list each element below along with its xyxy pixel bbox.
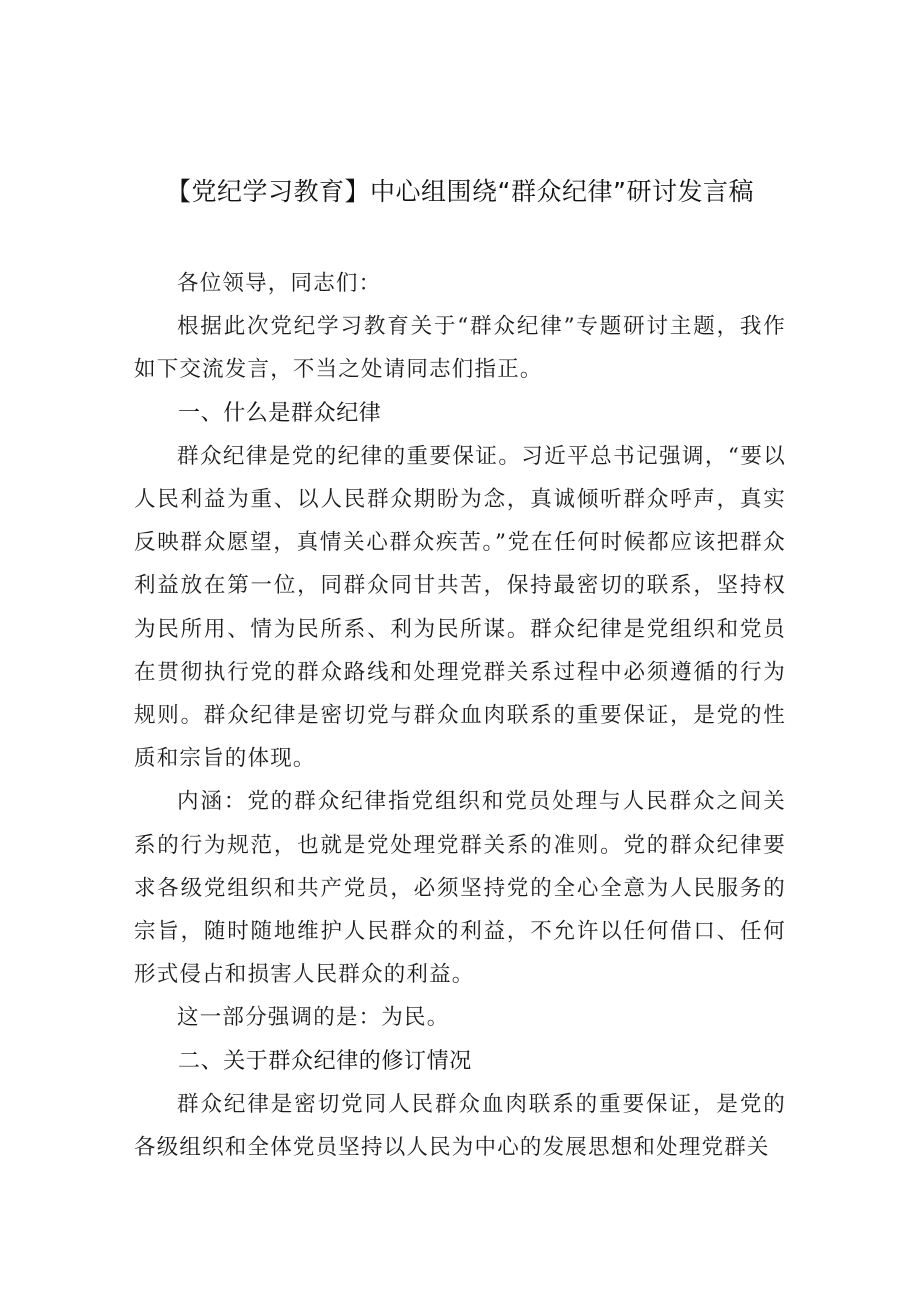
document-title: 【党纪学习教育】中心组围绕“群众纪律”研讨发言稿 [166,177,754,206]
section-1-paragraph-1: 群众纪律是党的纪律的重要保证。习近平总书记强调，“要以人民利益为重、以人民群众期盼为念，真诚倾听群众呼声，真实反映群众愿望，真情关心群众疾苦。”党在任何时候都应该把群众利益放在第一位，同群众同甘共苦，保持最密切的联系，坚持权为民所用、情为民所系、利为民所谋。群众纪律是党组织和党员在贯彻执行党的群众路线和处理党群关系过程中必须遵循的行为规则。群众纪律是密切党与群众血肉联系的重要保证，是党的性质和宗旨的体现。 [134,443,786,772]
salutation: 各位领导，同志们： [177,271,382,296]
intro-paragraph: 根据此次党纪学习教育关于“群众纪律”专题研讨主题，我作如下交流发言，不当之处请同志们指正。 [134,314,786,383]
section-2-paragraph-1: 群众纪律是密切党同人民群众血肉联系的重要保证，是党的各级组织和全体党员坚持以人民为中心的发展思想和处理党群关 [134,1091,786,1161]
section-2-heading: 二、关于群众纪律的修订情况 [178,1048,472,1074]
section-1-paragraph-3: 这一部分强调的是：为民。 [177,1005,450,1031]
document-body [134,262,786,1169]
section-1-heading: 一、什么是群众纪律 [178,400,382,426]
section-1-paragraph-2: 内涵：党的群众纪律指党组织和党员处理与人民群众之间关系的行为规范，也就是党处理党群关系的准则。党的群众纪律要求各级党组织和共产党员，必须坚持党的全心全意为人民服务的宗旨，随时随地维护人民群众的利益，不允许以任何借口、任何形式侵占和损害人民群众的利益。 [134,789,786,988]
